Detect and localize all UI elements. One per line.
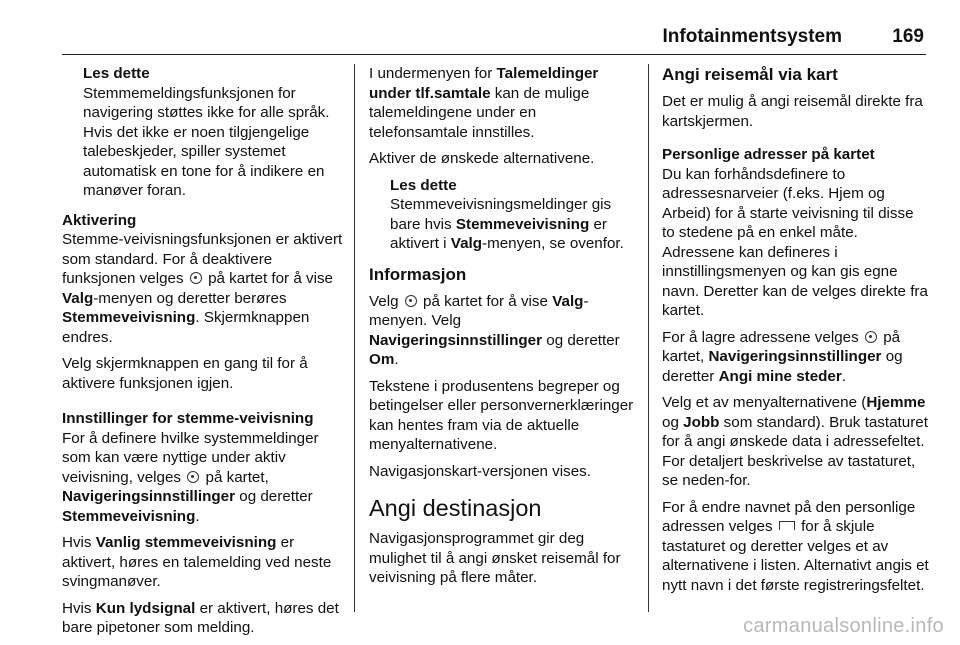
paragraph: For å definere hvilke systemmeldinger som kan være nyttige under aktiv veivisning, velges på kartet, Navigeringsinnstillinger og deretter Stemmeveivisning. [62,429,319,525]
paragraph: For å endre navnet på den personlige adressen velges for å skjule tastaturet og deretter velges et av alternativene i listen. Alternativt angis et nytt navn i det første registreringsfeltet. [662,498,929,594]
paragraph: Velg skjermknappen en gang til for å aktivere funksjonen igjen. [62,355,308,392]
section-title-innstillinger: Innstillinger for stemme-veivisning [62,410,314,427]
paragraph: Det er mulig å angi reisemål direkte fra kartskjermen. [662,93,923,130]
note-text: Stemmemeldingsfunksjonen for navigering støttes ikke for alle språk. Hvis det ikke er noen tilgjengelige talebeskjeder, spiller systemet automatisk en tone for å indikere en manøver foran. [83,84,330,199]
options-icon [187,471,199,483]
paragraph: Du kan forhåndsdefinere to adressesnarveier (f.eks. Hjem og Arbeid) for å starte veivisning til disse to stedene på en enkel måte. Adressene kan defineres i innstillingsmenyen og kan gis egne navn. Deretter kan de velges direkte fra kartet. [662,165,928,319]
paragraph: Hvis Kun lydsignal er aktivert, høres det bare pipetoner som melding. [62,599,339,636]
paragraph: Velg på kartet for å vise Valg-menyen. Velg Navigeringsinnstillinger og deretter Om. [369,292,620,368]
section-title-informasjon: Informasjon [369,264,467,284]
note-text: Stemmeveivisningsmeldinger gis bare hvis Stemmeveivisning er aktivert i Valg-menyen, se ovenfor. [390,196,624,252]
paragraph: Stemme-veivisningsfunksjonen er aktivert som standard. For å deaktivere funksjonen velges på kartet for å vise Valg-menyen og deretter berøres Stemmeveivisning. Skjermknappen endres. [62,231,343,346]
column-divider [354,64,355,612]
note-box [83,64,344,201]
column-3 [662,64,930,602]
paragraph: Hvis Vanlig stemmeveivisning er aktivert, høres en talemelding ved neste svingmanøver. [62,534,332,590]
paragraph: I undermenyen for Talemeldinger under tlf.samtale kan de mulige talemeldingene under en telefonsamtale innstilles. [369,65,599,141]
column-2 [369,64,637,595]
section-title-personlige-adresser: Personlige adresser på kartet [662,146,875,163]
watermark: carmanualsonline.info [743,615,944,637]
column-1 [62,64,344,645]
page-header [62,24,926,55]
options-icon [865,331,877,343]
note-title: Les dette [83,65,150,82]
page-number: 169 [892,26,924,47]
paragraph: For å lagre adressene velges på kartet, Navigeringsinnstillinger og deretter Angi mine steder. [662,328,903,385]
paragraph: Aktiver de ønskede alternativene. [369,150,595,167]
column-divider [648,64,649,612]
section-title-aktivering: Aktivering [62,211,137,229]
options-icon [405,295,417,307]
paragraph: Tekstene i produsentens begreper og betingelser eller personvernerklæringer kan hentes fram via de aktuelle menyalternativene. [369,377,634,453]
note-title: Les dette [390,176,457,194]
chapter-title-angi-destinasjon: Angi destinasjon [369,495,542,521]
paragraph: Navigasjonskart-versjonen vises. [369,462,591,480]
paragraph: Navigasjonsprogrammet gir deg mulighet til å angi ønsket reisemål for veivisning på flere måter. [369,530,621,586]
options-icon [190,272,202,284]
header-title: Infotainmentsystem [662,26,842,47]
hide-keyboard-icon [779,521,795,530]
note-box [390,176,637,254]
paragraph: Velg et av menyalternativene (Hjemme og Jobb som standard). Bruk tastaturet for å angi ønskede data i adressefeltet. For detaljert beskrivelse av tastaturet, se neden-for. [662,394,928,489]
section-title-angi-reisemal: Angi reisemål via kart [662,65,838,84]
